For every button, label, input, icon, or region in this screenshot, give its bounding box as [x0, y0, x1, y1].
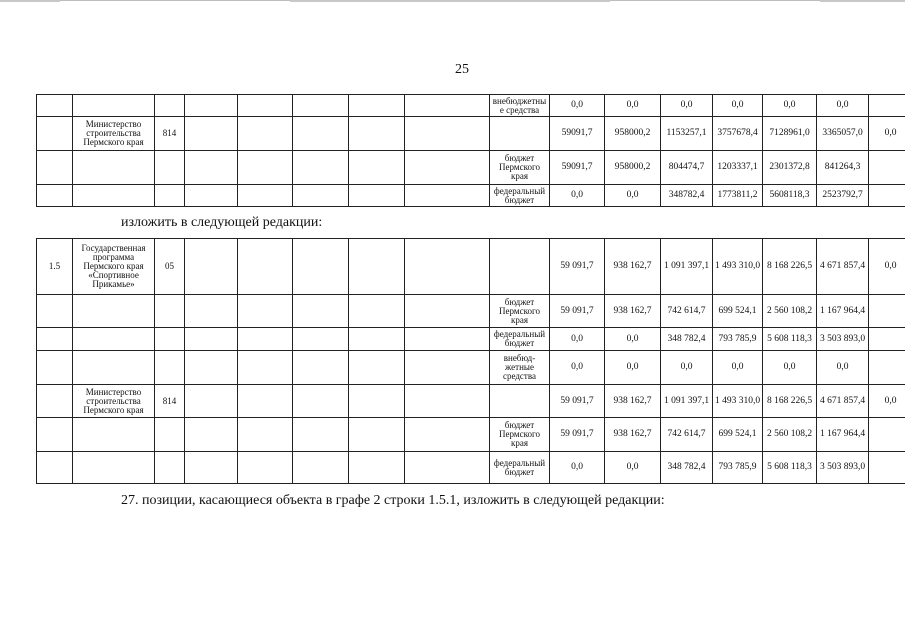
- cell-col6: [293, 185, 349, 207]
- cell-col6: [293, 452, 349, 484]
- cell-value-2: 938 162,7: [605, 239, 661, 295]
- cell-number: [37, 452, 73, 484]
- cell-col5: [238, 117, 293, 151]
- cell-col4: [185, 385, 238, 418]
- cell-col5: [238, 452, 293, 484]
- cell-value-6: 1 167 964,4: [817, 418, 869, 452]
- cell-value-5: 5 608 118,3: [763, 328, 817, 351]
- cell-col8: [405, 295, 490, 328]
- cell-value-3: 742 614,7: [661, 418, 713, 452]
- table-row: [37, 151, 905, 185]
- cell-value-6: 841264,3: [817, 151, 869, 185]
- cell-col5: [238, 151, 293, 185]
- cell-col5: [238, 328, 293, 351]
- cell-col7: [349, 328, 405, 351]
- cell-value-4: 699 524,1: [713, 295, 763, 328]
- cell-value-6: 3365057,0: [817, 117, 869, 151]
- cell-source: [490, 385, 550, 418]
- cell-col7: [349, 185, 405, 207]
- cell-value-5: 7128961,0: [763, 117, 817, 151]
- cell-value-2: 0,0: [605, 185, 661, 207]
- cell-col4: [185, 239, 238, 295]
- cell-value-7: 0,0: [869, 385, 905, 418]
- cell-value-1: 59 091,7: [550, 418, 605, 452]
- cell-col7: [349, 239, 405, 295]
- table-row: [37, 351, 905, 385]
- caption-new-edition: изложить в следующей редакции:: [121, 215, 323, 230]
- cell-name: [73, 328, 155, 351]
- cell-col4: [185, 351, 238, 385]
- cell-name: [73, 151, 155, 185]
- table-row: [37, 418, 905, 452]
- cell-col8: [405, 351, 490, 385]
- cell-col4: [185, 185, 238, 207]
- cell-value-2: 938 162,7: [605, 385, 661, 418]
- cell-col5: [238, 95, 293, 117]
- cell-col4: [185, 95, 238, 117]
- cell-value-5: 0,0: [763, 351, 817, 385]
- cell-value-2: 0,0: [605, 452, 661, 484]
- table-row: [37, 328, 905, 351]
- cell-value-6: 4 671 857,4: [817, 239, 869, 295]
- cell-code: 814: [155, 117, 185, 151]
- cell-value-2: 958000,2: [605, 151, 661, 185]
- table-row: [37, 239, 905, 295]
- cell-source: [490, 117, 550, 151]
- cell-value-3: 348 782,4: [661, 328, 713, 351]
- scan-mark-left: [0, 0, 60, 2]
- cell-number: [37, 328, 73, 351]
- cell-value-2: 938 162,7: [605, 418, 661, 452]
- cell-col8: [405, 385, 490, 418]
- cell-col4: [185, 117, 238, 151]
- cell-col4: [185, 295, 238, 328]
- cell-col6: [293, 385, 349, 418]
- cell-value-4: 699 524,1: [713, 418, 763, 452]
- cell-value-6: 0,0: [817, 95, 869, 117]
- cell-col7: [349, 151, 405, 185]
- cell-value-4: 1 493 310,0: [713, 239, 763, 295]
- cell-source: [490, 239, 550, 295]
- cell-value-5: 0,0: [763, 95, 817, 117]
- cell-value-7: 0,0: [869, 117, 905, 151]
- budget-table-old: [36, 94, 905, 207]
- cell-col7: [349, 385, 405, 418]
- cell-value-2: 0,0: [605, 95, 661, 117]
- cell-value-1: 0,0: [550, 452, 605, 484]
- cell-value-6: 3 503 893,0: [817, 328, 869, 351]
- cell-value-5: 8 168 226,5: [763, 385, 817, 418]
- cell-value-1: 0,0: [550, 95, 605, 117]
- cell-name: Министерство строительства Пермского края: [73, 117, 155, 151]
- cell-col7: [349, 295, 405, 328]
- cell-value-1: 0,0: [550, 185, 605, 207]
- cell-number: [37, 185, 73, 207]
- cell-value-6: 0,0: [817, 351, 869, 385]
- cell-value-4: 793 785,9: [713, 452, 763, 484]
- cell-source: внебюджетны е средства: [490, 95, 550, 117]
- cell-col5: [238, 295, 293, 328]
- cell-value-3: 0,0: [661, 351, 713, 385]
- cell-col6: [293, 151, 349, 185]
- cell-number: [37, 117, 73, 151]
- cell-value-1: 59 091,7: [550, 385, 605, 418]
- cell-name: Министерство строительства Пермского края: [73, 385, 155, 418]
- scan-mark-right: [820, 0, 905, 2]
- cell-value-7: [869, 351, 905, 385]
- table-row: [37, 452, 905, 484]
- cell-code: [155, 185, 185, 207]
- cell-value-5: 2 560 108,2: [763, 295, 817, 328]
- cell-value-5: 8 168 226,5: [763, 239, 817, 295]
- cell-source: бюджет Пермского края: [490, 418, 550, 452]
- cell-col8: [405, 117, 490, 151]
- cell-source: федеральный бюджет: [490, 452, 550, 484]
- cell-col6: [293, 95, 349, 117]
- cell-value-6: 4 671 857,4: [817, 385, 869, 418]
- cell-value-6: 1 167 964,4: [817, 295, 869, 328]
- cell-col4: [185, 452, 238, 484]
- cell-col8: [405, 95, 490, 117]
- cell-col4: [185, 328, 238, 351]
- cell-code: [155, 351, 185, 385]
- cell-col8: [405, 452, 490, 484]
- cell-col6: [293, 418, 349, 452]
- cell-value-2: 938 162,7: [605, 295, 661, 328]
- cell-col7: [349, 418, 405, 452]
- cell-col5: [238, 385, 293, 418]
- cell-value-3: 1 091 397,1: [661, 239, 713, 295]
- cell-value-7: [869, 95, 905, 117]
- cell-number: [37, 385, 73, 418]
- cell-number: [37, 151, 73, 185]
- cell-value-5: 5608118,3: [763, 185, 817, 207]
- cell-name: [73, 185, 155, 207]
- cell-value-7: [869, 328, 905, 351]
- cell-value-7: [869, 452, 905, 484]
- cell-col8: [405, 185, 490, 207]
- cell-code: [155, 95, 185, 117]
- cell-value-2: 0,0: [605, 328, 661, 351]
- table-row: [37, 385, 905, 418]
- cell-value-5: 2301372,8: [763, 151, 817, 185]
- cell-col5: [238, 418, 293, 452]
- cell-col7: [349, 452, 405, 484]
- table-row: [37, 117, 905, 151]
- cell-value-4: 793 785,9: [713, 328, 763, 351]
- cell-name: [73, 295, 155, 328]
- cell-col6: [293, 295, 349, 328]
- cell-col4: [185, 418, 238, 452]
- cell-value-4: 1773811,2: [713, 185, 763, 207]
- cell-value-2: 958000,2: [605, 117, 661, 151]
- cell-value-1: 59091,7: [550, 151, 605, 185]
- cell-value-3: 348782,4: [661, 185, 713, 207]
- cell-col7: [349, 351, 405, 385]
- cell-name: [73, 418, 155, 452]
- cell-col5: [238, 185, 293, 207]
- cell-value-7: [869, 295, 905, 328]
- cell-code: 814: [155, 385, 185, 418]
- cell-number: [37, 418, 73, 452]
- cell-col8: [405, 151, 490, 185]
- cell-col6: [293, 328, 349, 351]
- cell-value-2: 0,0: [605, 351, 661, 385]
- cell-col5: [238, 351, 293, 385]
- cell-name: Государственная программа Пермского края «Спортивное Прикамье»: [73, 239, 155, 295]
- cell-col5: [238, 239, 293, 295]
- cell-name: [73, 95, 155, 117]
- cell-value-5: 5 608 118,3: [763, 452, 817, 484]
- cell-value-4: 0,0: [713, 351, 763, 385]
- cell-code: [155, 328, 185, 351]
- cell-number: [37, 95, 73, 117]
- cell-col4: [185, 151, 238, 185]
- page-number: 25: [455, 62, 469, 77]
- cell-value-3: 348 782,4: [661, 452, 713, 484]
- cell-value-1: 59 091,7: [550, 295, 605, 328]
- cell-col8: [405, 239, 490, 295]
- cell-value-4: 0,0: [713, 95, 763, 117]
- cell-name: [73, 351, 155, 385]
- cell-value-7: 0,0: [869, 239, 905, 295]
- cell-value-3: 1 091 397,1: [661, 385, 713, 418]
- cell-value-7: [869, 185, 905, 207]
- cell-value-3: 0,0: [661, 95, 713, 117]
- cell-code: 05: [155, 239, 185, 295]
- budget-table-new: [36, 238, 905, 484]
- cell-code: [155, 151, 185, 185]
- cell-value-6: 3 503 893,0: [817, 452, 869, 484]
- cell-value-1: 59091,7: [550, 117, 605, 151]
- cell-number: [37, 351, 73, 385]
- cell-source: федеральный бюджет: [490, 185, 550, 207]
- cell-value-1: 0,0: [550, 351, 605, 385]
- cell-code: [155, 418, 185, 452]
- cell-value-1: 59 091,7: [550, 239, 605, 295]
- cell-source: федеральный бюджет: [490, 328, 550, 351]
- cell-value-1: 0,0: [550, 328, 605, 351]
- cell-value-3: 1153257,1: [661, 117, 713, 151]
- cell-number: 1.5: [37, 239, 73, 295]
- cell-value-5: 2 560 108,2: [763, 418, 817, 452]
- cell-value-3: 742 614,7: [661, 295, 713, 328]
- cell-name: [73, 452, 155, 484]
- cell-value-7: [869, 151, 905, 185]
- cell-col6: [293, 117, 349, 151]
- cell-value-3: 804474,7: [661, 151, 713, 185]
- cell-number: [37, 295, 73, 328]
- cell-col6: [293, 351, 349, 385]
- scan-mark-center: [290, 0, 610, 2]
- cell-code: [155, 295, 185, 328]
- cell-col8: [405, 418, 490, 452]
- cell-col7: [349, 95, 405, 117]
- table-row: [37, 295, 905, 328]
- cell-code: [155, 452, 185, 484]
- table-row: [37, 95, 905, 117]
- cell-value-4: 1203337,1: [713, 151, 763, 185]
- cell-col6: [293, 239, 349, 295]
- cell-col7: [349, 117, 405, 151]
- cell-col8: [405, 328, 490, 351]
- cell-source: бюджет Пермского края: [490, 295, 550, 328]
- cell-source: бюджет Пермского края: [490, 151, 550, 185]
- cell-source: внебюд- жетные средства: [490, 351, 550, 385]
- paragraph-item-27: 27. позиции, касающиеся объекта в графе 2 строки 1.5.1, изложить в следующей редакции:: [121, 493, 665, 508]
- cell-value-7: [869, 418, 905, 452]
- cell-value-6: 2523792,7: [817, 185, 869, 207]
- cell-value-4: 3757678,4: [713, 117, 763, 151]
- cell-value-4: 1 493 310,0: [713, 385, 763, 418]
- table-row: [37, 185, 905, 207]
